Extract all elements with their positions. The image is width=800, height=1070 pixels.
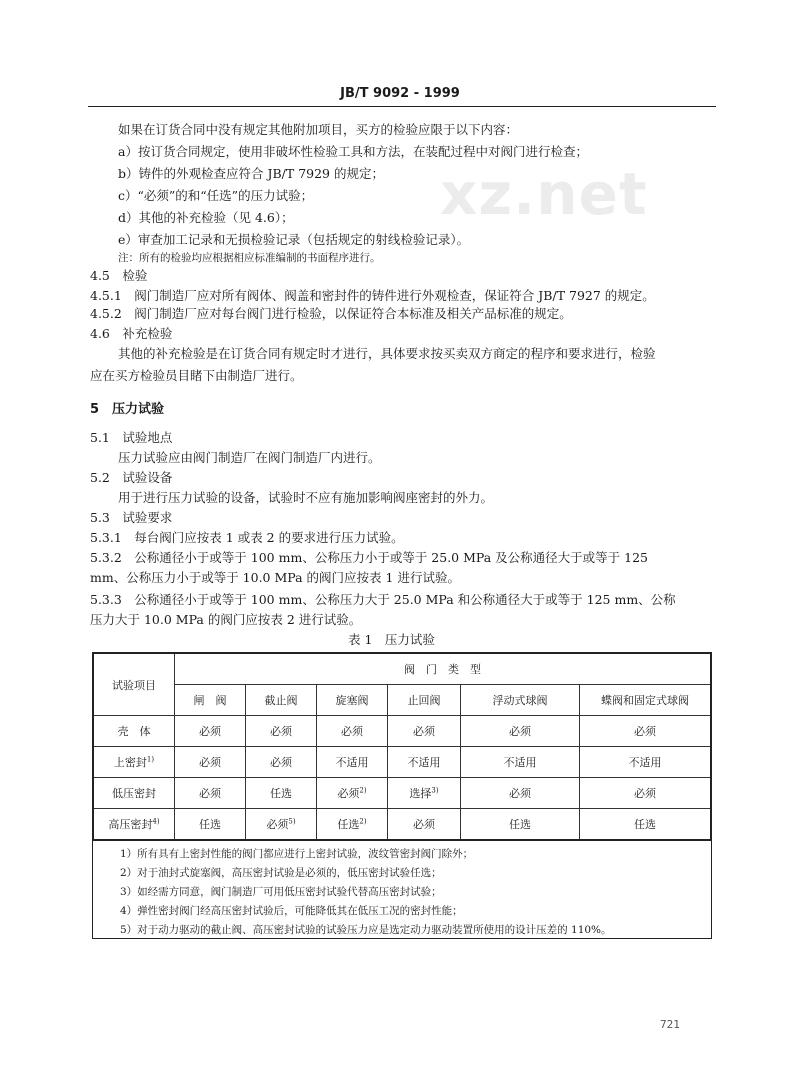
group-header: 阀 门 类 型 [175,653,712,685]
table-cell: 任选$^{2)}$ [317,809,388,841]
body-line: 其他的补充检验是在订货合同有规定时才进行，具体要求按买卖双方商定的程序和要求进行，检验 [118,346,656,361]
section-heading: 5.2 试验设备 [90,470,173,485]
table-footnote: 4）弹性密封阀门经高压密封试验后，可能降低其在低压工况的密封性能； [120,905,463,917]
row-label: 上密封$^{1)}$ [93,747,175,778]
row-label: 高压密封$^{4)}$ [93,809,175,841]
table-row [93,778,711,809]
clause-line: 5.3.3 公称通径小于或等于 100 mm、公称压力大于 25.0 MPa 和公称通径大于或等于 125 mm、公称 [90,592,676,607]
clause-line: 压力大于 10.0 MPa 的阀门应按表 2 进行试验。 [90,612,362,627]
column-header: 蝶阀和固定式球阀 [580,685,712,716]
column-header: 止回阀 [388,685,461,716]
table-row [93,809,711,841]
body-line: 应在买方检验员目睹下由制造厂进行。 [90,368,303,383]
table-cell: 必须 [246,747,317,778]
body-line: d）其他的补充检验（见 4.6）； [118,210,294,225]
table-cell: 必须 [175,747,246,778]
body-line: 压力试验应由阀门制造厂在阀门制造厂内进行。 [118,450,381,465]
pressure-test-table [92,652,712,841]
corner-header: 试验项目 [93,653,175,716]
table-cell: 必须 [461,778,580,809]
table-cell: 必须$^{2)}$ [317,778,388,809]
body-line: e）审查加工记录和无损检验记录（包括规定的射线检验记录）。 [118,232,470,247]
column-header: 闸 阀 [175,685,246,716]
clause-line: 4.5.1 阀门制造厂应对所有阀体、阀盖和密封件的铸件进行外观检查，保证符合 JB/T 7927 的规定。 [90,288,655,303]
table-footnote: 1）所有具有上密封性能的阀门都应进行上密封试验，波纹管密封阀门除外； [120,848,474,860]
table-cell: 必须 [580,716,712,747]
page-number: 721 [660,1018,680,1031]
table-cell: 任选 [246,778,317,809]
table-cell: 必须 [388,809,461,841]
watermark: xz.net [440,160,648,228]
section-heading: 5.1 试验地点 [90,430,173,445]
table-cell: 必须 [461,716,580,747]
table-row [93,747,711,778]
note-line: 注：所有的检验均应根据相应标准编制的书面程序进行。 [118,252,381,264]
body-line: 如果在订货合同中没有规定其他附加项目，买方的检验应限于以下内容： [118,122,519,137]
table-cell: 选择$^{3)}$ [388,778,461,809]
row-label: 低压密封 [93,778,175,809]
table-cell: 必须 [175,778,246,809]
section-heading: 4.5 检验 [90,268,148,283]
table-footnote: 2）对于油封式旋塞阀，高压密封试验是必须的，低压密封试验任选； [120,867,442,879]
table-cell: 不适用 [388,747,461,778]
table-cell: 任选 [580,809,712,841]
column-header: 旋塞阀 [317,685,388,716]
section-heading: 5.3 试验要求 [90,510,173,525]
column-header: 截止阀 [246,685,317,716]
table-caption: 表 1 压力试验 [348,632,435,647]
table-cell: 必须 [246,716,317,747]
body-line: c）“必须”的和“任选”的压力试验； [118,188,314,203]
clause-line: 5.3.1 每台阀门应按表 1 或表 2 的要求进行压力试验。 [90,530,404,545]
header-rule [88,106,716,107]
table-cell: 不适用 [317,747,388,778]
column-header: 浮动式球阀 [461,685,580,716]
body-line: b）铸件的外观检查应符合 JB/T 7929 的规定； [118,166,384,181]
clause-line: mm、公称压力小于或等于 10.0 MPa 的阀门应按表 1 进行试验。 [90,570,460,585]
table-footnote: 5）对于动力驱动的截止阀、高压密封试验的试验压力应是选定动力驱动装置所使用的设计压差的 110%。 [120,924,612,936]
table-row [93,716,711,747]
table-cell: 不适用 [580,747,712,778]
table-cell: 不适用 [461,747,580,778]
table-cell: 必须 [175,716,246,747]
clause-line: 4.5.2 阀门制造厂应对每台阀门进行检验，以保证符合本标准及相关产品标准的规定。 [90,306,572,321]
table-cell: 任选 [175,809,246,841]
body-line: a）按订货合同规定，使用非破坏性检验工具和方法，在装配过程中对阀门进行检查； [118,144,588,159]
document-header: JB/T 9092 - 1999 [340,86,460,101]
chapter-heading: 5 压力试验 [90,402,165,417]
table-cell: 必须 [317,716,388,747]
row-label: 壳 体 [93,716,175,747]
table-footnote: 3）如经需方同意，阀门制造厂可用低压密封试验代替高压密封试验； [120,886,442,898]
body-line: 用于进行压力试验的设备，试验时不应有施加影响阀座密封的外力。 [118,490,494,505]
table-cell: 必须 [580,778,712,809]
table-cell: 任选 [461,809,580,841]
table-cell: 必须$^{5)}$ [246,809,317,841]
clause-line: 5.3.2 公称通径小于或等于 100 mm、公称压力小于或等于 25.0 MPa 及公称通径大于或等于 125 [90,550,649,565]
section-heading: 4.6 补充检验 [90,326,173,341]
table-cell: 必须 [388,716,461,747]
